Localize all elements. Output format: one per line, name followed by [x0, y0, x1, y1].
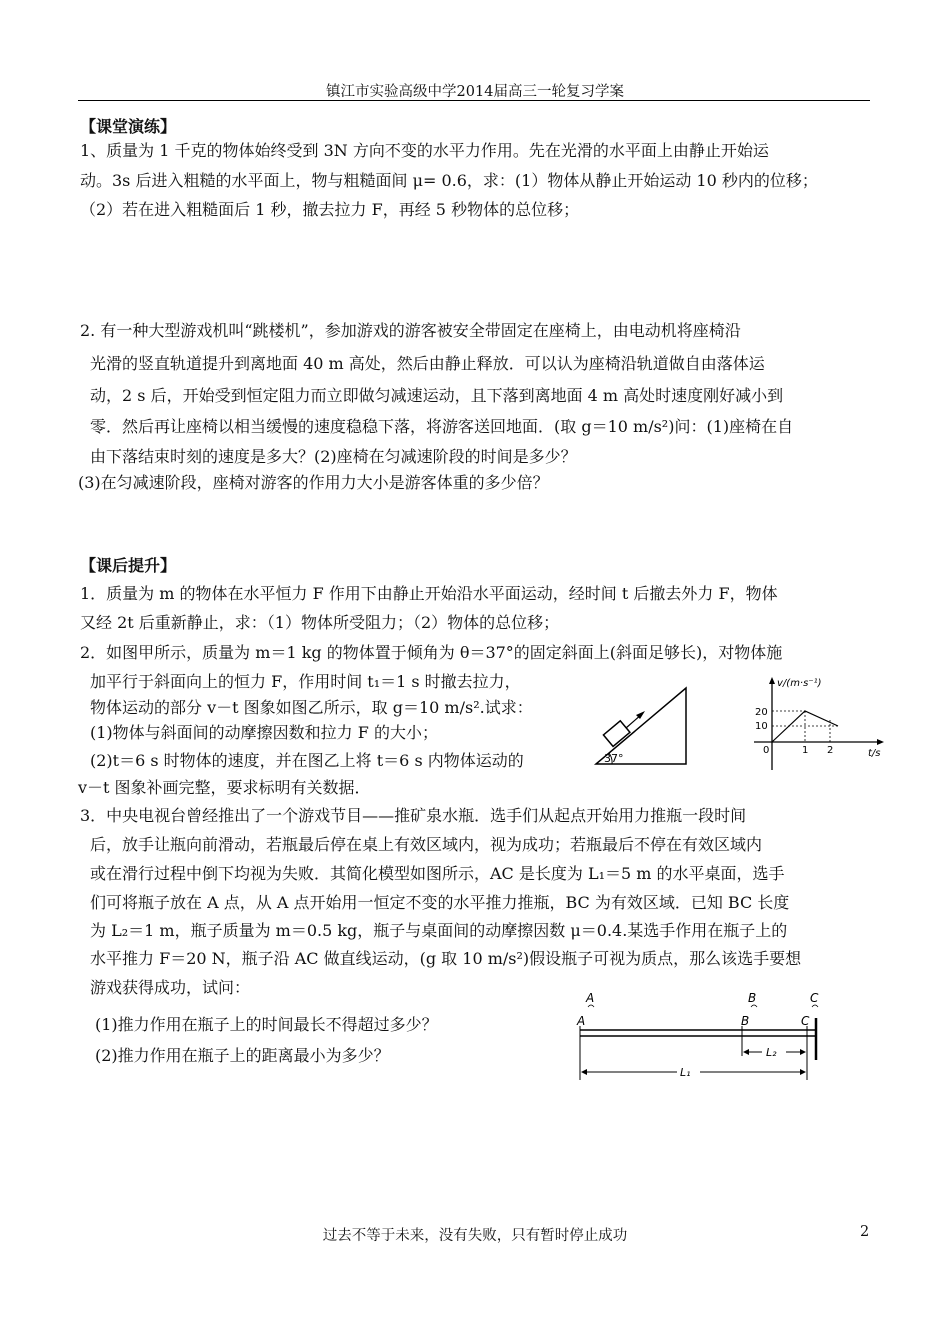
section-heading-after-class: 【课后提升】	[80, 556, 177, 575]
exercise-3-line-7: 游戏获得成功，试问：	[90, 978, 251, 997]
exercise-3-line-6: 水平推力 F＝20 N，瓶子沿 AC 做直线运动，(g 取 10 m/s²)假设瓶子可视为质点，那么该选手要想	[90, 949, 802, 968]
exercise-3-line-2: 后，放手让瓶向前滑动，若瓶最后停在桌上有效区域内，视为成功；若瓶最后不停在有效区域内	[90, 835, 763, 854]
exercise-2-line-2: 加平行于斜面向上的恒力 F，作用时间 t₁＝1 s 时撤去拉力，	[90, 672, 521, 691]
exercise-1-line-2: 又经 2t 后重新静止，求：（1）物体所受阻力；（2）物体的总位移；	[80, 613, 560, 632]
vt-ylabel: v/(m·s⁻¹)	[777, 678, 822, 689]
section-heading-classroom: 【课堂演练】	[80, 117, 177, 136]
problem-1-line-2: 动。3s 后进入粗糙的水平面上，物与粗糙面间 μ= 0.6，求：(1）物体从静止开始运动 10 秒内的位移；	[80, 171, 818, 190]
problem-2-line-2: 光滑的竖直轨道提升到离地面 40 m 高处，然后由静止释放．可以认为座椅沿轨道做自由落体运	[90, 354, 765, 373]
exercise-2-line-6: v－t 图象补画完整，要求标明有关数据．	[78, 778, 371, 797]
angle-label: 37°	[604, 752, 624, 765]
exercise-2-line-5: (2)t＝6 s 时物体的速度，并在图乙上将 t＝6 s 内物体运动的	[90, 751, 524, 770]
footer-motto: 过去不等于未来，没有失败，只有暂时停止成功	[322, 1228, 628, 1244]
exercise-1-line-1: 1．质量为 m 的物体在水平恒力 F 作用下由静止开始沿水平面运动，经时间 t 后撤去外力 F，物体	[80, 584, 778, 603]
exercise-3-line-5: 为 L₂＝1 m，瓶子质量为 m＝0.5 kg，瓶子与桌面间的动摩擦因数 μ＝0.4.某选手作用在瓶子上的	[90, 921, 788, 940]
block	[603, 721, 629, 747]
page-number: 2	[860, 1224, 870, 1240]
exercise-2-line-1: 2．如图甲所示，质量为 m＝1 kg 的物体置于倾角为 θ＝37°的固定斜面上(斜面足够长)，对物体施	[80, 643, 783, 662]
vt-ytick-20: 20	[755, 707, 768, 718]
vt-xtick-1: 1	[802, 745, 809, 756]
exercise-2-line-3: 物体运动的部分 v－t 图象如图乙所示，取 g＝10 m/s².试求：	[90, 698, 533, 717]
label-b-top: B	[748, 991, 757, 1005]
label-b: B	[741, 1014, 750, 1028]
table-figure	[572, 990, 832, 1086]
label-l1: L₁	[680, 1066, 691, 1079]
vt-xtick-2: 2	[827, 745, 834, 756]
header-divider	[78, 100, 870, 101]
vt-graph-figure	[750, 674, 890, 774]
problem-1-line-1: 1、质量为 1 千克的物体始终受到 3N 方向不变的水平力作用。先在光滑的水平面上由静止开始运	[80, 141, 769, 160]
vt-xlabel: t/s	[868, 748, 881, 759]
exercise-3-question-2: (2)推力作用在瓶子上的距离最小为多少？	[95, 1046, 390, 1065]
problem-2-line-3: 动，2 s 后，开始受到恒定阻力而立即做匀减速运动，且下落到离地面 4 m 高处时速度刚好减小到	[90, 386, 784, 405]
exercise-3-line-3: 或在滑行过程中倒下均视为失败．其简化模型如图所示，AC 是长度为 L₁＝5 m 的水平桌面，选手	[90, 864, 785, 883]
problem-2-line-6: (3)在匀减速阶段，座椅对游客的作用力大小是游客体重的多少倍？	[78, 473, 549, 492]
label-c-top: C	[810, 991, 819, 1005]
exercise-2-line-4: (1)物体与斜面间的动摩擦因数和拉力 F 的大小；	[90, 723, 438, 742]
incline-figure	[590, 684, 695, 772]
label-c: C	[801, 1014, 810, 1028]
label-a-top: A	[586, 991, 595, 1005]
vt-xtick-0: 0	[763, 745, 770, 756]
exercise-3-line-1: 3．中央电视台曾经推出了一个游戏节目——推矿泉水瓶．选手们从起点开始用力推瓶一段时间	[80, 806, 747, 825]
exercise-3-line-4: 们可将瓶子放在 A 点，从 A 点开始用一恒定不变的水平推力推瓶，BC 为有效区域．已知 BC 长度	[90, 893, 790, 912]
page-header: 镇江市实验高级中学2014届高三一轮复习学案	[326, 84, 624, 100]
problem-2-line-4: 零．然后再让座椅以相当缓慢的速度稳稳下落，将游客送回地面．(取 g＝10 m/s²)问：(1)座椅在自	[90, 417, 794, 436]
vt-ytick-10: 10	[755, 721, 768, 732]
problem-1-line-3: （2）若在进入粗糙面后 1 秒，撤去拉力 F，再经 5 秒物体的总位移；	[80, 200, 580, 219]
label-l2: L₂	[766, 1046, 777, 1059]
exercise-3-question-1: (1)推力作用在瓶子上的时间最长不得超过多少？	[95, 1015, 438, 1034]
problem-2-line-5: 由下落结束时刻的速度是多大？(2)座椅在匀减速阶段的时间是多少？	[90, 447, 577, 466]
problem-2-line-1: 2. 有一种大型游戏机叫“跳楼机”，参加游戏的游客被安全带固定在座椅上，由电动机将座椅沿	[80, 321, 741, 340]
label-a: A	[577, 1014, 586, 1028]
